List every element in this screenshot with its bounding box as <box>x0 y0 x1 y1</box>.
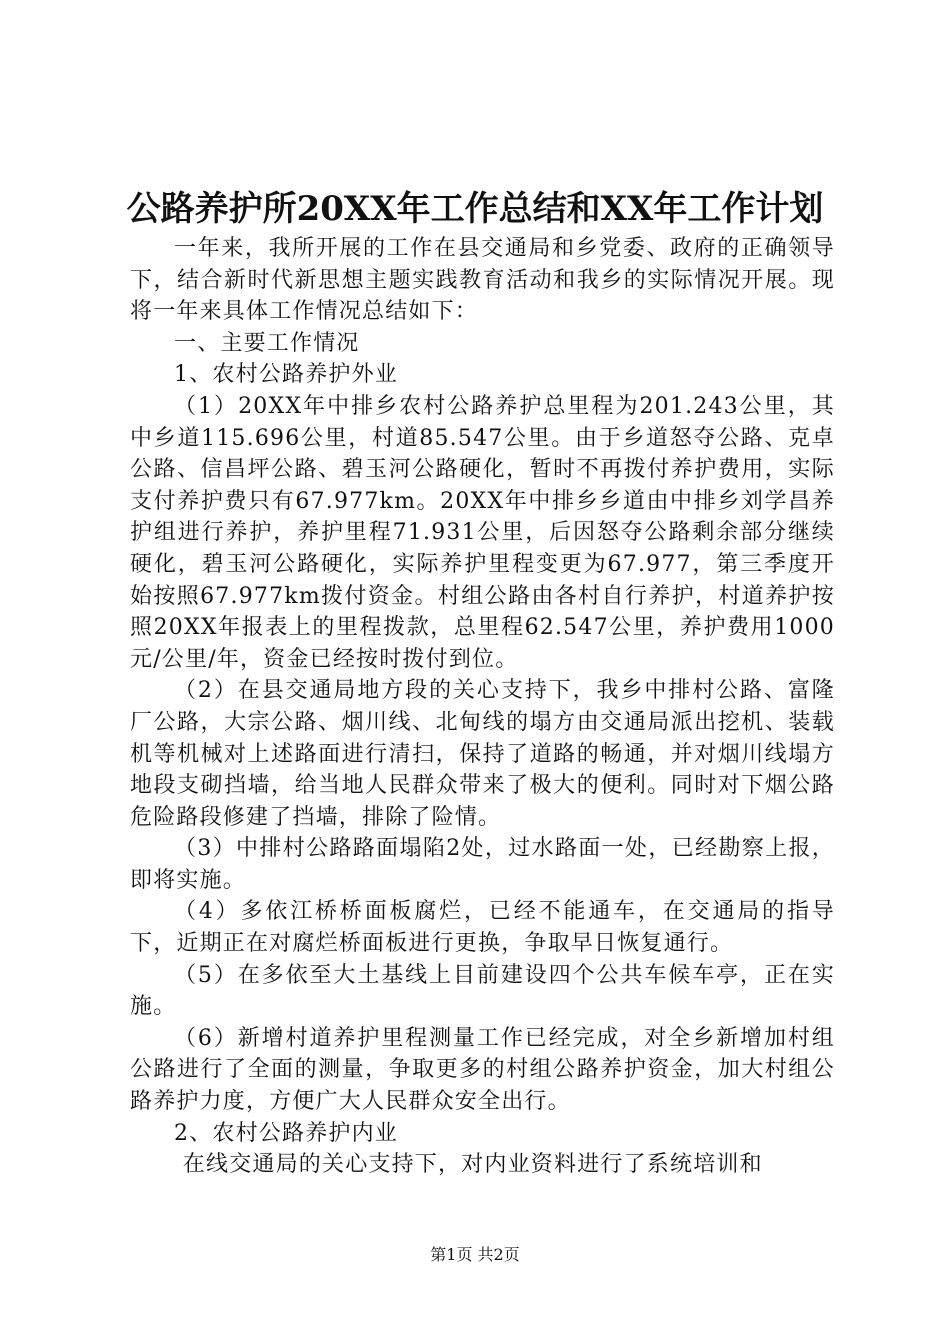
paragraph-item-2: （2）在县交通局地方段的关心支持下，我乡中排村公路、富隆厂公路，大宗公路、烟川线、北甸线的塌方由交通局派出挖机、装载机等机械对上述路面进行清扫，保持了道路的畅通，并对烟川线塌方地段支砌挡墙，给当地人民群众带来了极大的便利。同时对下烟公路危险路段修建了挡墙，排除了险情。 <box>130 678 835 830</box>
paragraph-item-5: （5）在多依至大土基线上目前建设四个公共车候车亭，正在实施。 <box>130 962 835 1020</box>
paragraph-item-3: （3）中排村公路路面塌陷2处，过水路面一处，已经勘察上报，即将实施。 <box>130 836 835 893</box>
document-title: 公路养护所20XX年工作总结和XX年工作计划 <box>126 189 824 229</box>
paragraph-intro: 一年来，我所开展的工作在县交通局和乡党委、政府的正确领导下，结合新时代新思想主题实践教育活动和我乡的实际情况开展。现将一年来具体工作情况总结如下： <box>130 236 835 325</box>
paragraph-office-work: 在线交通局的关心支持下，对内业资料进行了系统培训和 <box>182 1152 763 1178</box>
paragraph-item-1: （1）20XX年中排乡农村公路养护总里程为201.243公里，其中乡道115.696公里，村道85.547公里。由于乡道怒夺公路、克卓公路、信昌坪公路、碧玉河公路硬化，暂时不再拨付养护费用，实际支付养护费只有67.977km。20XX年中排乡乡道由中排乡刘学昌养护组进行养护，养护里程71.931公里，后因怒夺公路剩余部分继续硬化，碧玉河公路硬化，实际养护里程变更为67.977，第三季度开始按照67.977km拨付资金。村组公路由各村自行养护，村道养护按照20XX年报表上的里程拨款，总里程62.547公里，养护费用1000元/公里/年，资金已经按时拨付到位。 <box>130 393 835 672</box>
subsection-heading-field-work: 1、农村公路养护外业 <box>174 362 398 388</box>
page-footer: 第1页 共2页 <box>430 1245 520 1264</box>
paragraph-item-6: （6）新增村道养护里程测量工作已经完成，对全乡新增加村组公路进行了全面的测量，争取更多的村组公路养护资金，加大村组公路养护力度，方便广大人民群众安全出行。 <box>130 1025 835 1115</box>
subsection-heading-office-work: 2、农村公路养护内业 <box>174 1120 398 1146</box>
paragraph-item-4: （4）多依江桥桥面板腐烂，已经不能通车，在交通局的指导下，近期正在对腐烂桥面板进行更换，争取早日恢复通行。 <box>130 899 835 957</box>
document-body <box>130 233 835 1181</box>
section-heading-main-work: 一、主要工作情况 <box>174 330 360 356</box>
